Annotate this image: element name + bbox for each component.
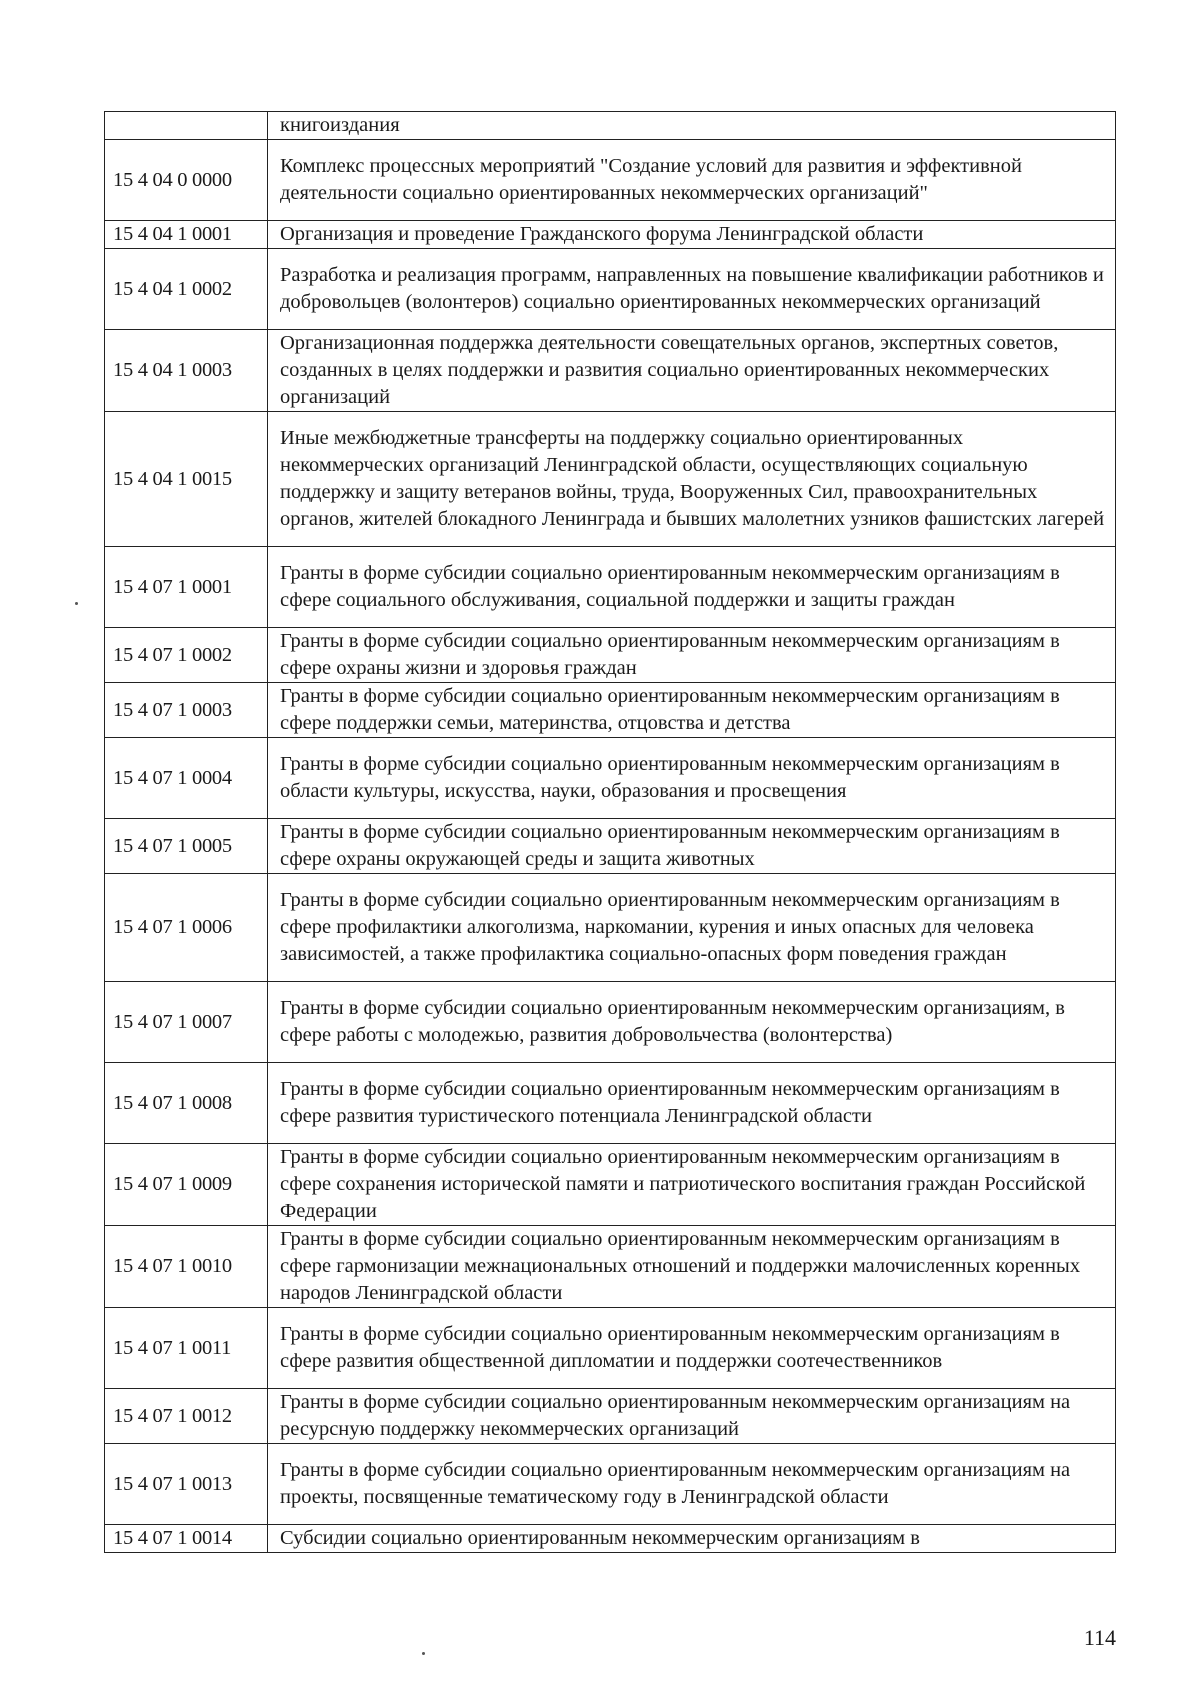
code-cell: 15 4 07 1 0012: [105, 1389, 268, 1444]
code-cell: 15 4 07 1 0013: [105, 1444, 268, 1525]
description-cell: Разработка и реализация программ, направленных на повышение квалификации работников и добровольцев (волонтеров) социально ориентированных некоммерческих организаций: [268, 249, 1116, 330]
code-cell: 15 4 04 1 0015: [105, 412, 268, 547]
table-row: [105, 982, 1116, 1063]
table-row: [105, 140, 1116, 221]
code-cell: 15 4 07 1 0009: [105, 1144, 268, 1226]
description-cell: книгоиздания: [268, 112, 1116, 140]
code-cell: 15 4 07 1 0011: [105, 1308, 268, 1389]
code-cell: 15 4 07 1 0010: [105, 1226, 268, 1308]
code-cell: 15 4 07 1 0006: [105, 874, 268, 982]
description-cell: Гранты в форме субсидии социально ориентированным некоммерческим организациям в сфере поддержки семьи, материнства, отцовства и детства: [268, 683, 1116, 738]
description-cell: Организация и проведение Гражданского форума Ленинградской области: [268, 221, 1116, 249]
description-cell: Иные межбюджетные трансферты на поддержку социально ориентированных некоммерческих организаций Ленинградской области, осуществляющих социальную поддержку и защиту ветеранов войны, труда, Вооруженных Сил, правоохранительных органов, жителей блокадного Ленинграда и бывших малолетних узников фашистских лагерей: [268, 412, 1116, 547]
description-cell: Комплекс процессных мероприятий "Создание условий для развития и эффективной деятельности социально ориентированных некоммерческих организаций": [268, 140, 1116, 221]
table-row: [105, 819, 1116, 874]
table-row: [105, 1444, 1116, 1525]
table-row: [105, 412, 1116, 547]
description-cell: Гранты в форме субсидии социально ориентированным некоммерческим организациям в сфере гармонизации межнациональных отношений и поддержки малочисленных коренных народов Ленинградской области: [268, 1226, 1116, 1308]
code-cell: 15 4 07 1 0001: [105, 547, 268, 628]
page-number: 114: [1083, 1625, 1116, 1650]
table-row: [105, 683, 1116, 738]
description-cell: Гранты в форме субсидии социально ориентированным некоммерческим организациям в области культуры, искусства, науки, образования и просвещения: [268, 738, 1116, 819]
description-cell: Гранты в форме субсидии социально ориентированным некоммерческим организациям в сфере социального обслуживания, социальной поддержки и защиты граждан: [268, 547, 1116, 628]
table-row: [105, 1525, 1116, 1553]
code-cell: 15 4 07 1 0014: [105, 1525, 268, 1553]
table-row: [105, 547, 1116, 628]
table-row: [105, 1063, 1116, 1144]
table-row: [105, 249, 1116, 330]
code-cell: 15 4 07 1 0007: [105, 982, 268, 1063]
code-cell: 15 4 04 1 0002: [105, 249, 268, 330]
description-cell: Гранты в форме субсидии социально ориентированным некоммерческим организациям на проекты, посвященные тематическому году в Ленинградской области: [268, 1444, 1116, 1525]
code-cell: [105, 112, 268, 140]
description-cell: Гранты в форме субсидии социально ориентированным некоммерческим организациям, в сфере работы с молодежью, развития добровольчества (волонтерства): [268, 982, 1116, 1063]
code-cell: 15 4 07 1 0004: [105, 738, 268, 819]
description-cell: Гранты в форме субсидии социально ориентированным некоммерческим организациям в сфере профилактики алкоголизма, наркомании, курения и иных опасных для человека зависимостей, а также профилактика социально-опасных форм поведения граждан: [268, 874, 1116, 982]
table-row: [105, 874, 1116, 982]
table-row: [105, 628, 1116, 683]
scan-speck: [75, 602, 78, 605]
code-cell: 15 4 07 1 0003: [105, 683, 268, 738]
code-cell: 15 4 04 1 0001: [105, 221, 268, 249]
scan-speck: [422, 1652, 425, 1655]
table-row: [105, 1308, 1116, 1389]
description-cell: Гранты в форме субсидии социально ориентированным некоммерческим организациям в сфере охраны жизни и здоровья граждан: [268, 628, 1116, 683]
code-cell: 15 4 07 1 0002: [105, 628, 268, 683]
code-cell: 15 4 07 1 0008: [105, 1063, 268, 1144]
table-body: [105, 112, 1116, 1553]
table-row: [105, 330, 1116, 412]
table-row: [105, 1144, 1116, 1226]
description-cell: Гранты в форме субсидии социально ориентированным некоммерческим организациям в сфере сохранения исторической памяти и патриотического воспитания граждан Российской Федерации: [268, 1144, 1116, 1226]
table-row: [105, 221, 1116, 249]
code-cell: 15 4 04 1 0003: [105, 330, 268, 412]
table-row: [105, 1389, 1116, 1444]
code-cell: 15 4 04 0 0000: [105, 140, 268, 221]
description-cell: Гранты в форме субсидии социально ориентированным некоммерческим организациям в сфере охраны окружающей среды и защита животных: [268, 819, 1116, 874]
code-cell: 15 4 07 1 0005: [105, 819, 268, 874]
table-row: [105, 112, 1116, 140]
description-cell: Гранты в форме субсидии социально ориентированным некоммерческим организациям на ресурсную поддержку некоммерческих организаций: [268, 1389, 1116, 1444]
table-row: [105, 1226, 1116, 1308]
description-cell: Субсидии социально ориентированным некоммерческим организациям в: [268, 1525, 1116, 1553]
table-row: [105, 738, 1116, 819]
description-cell: Гранты в форме субсидии социально ориентированным некоммерческим организациям в сфере развития общественной дипломатии и поддержки соотечественников: [268, 1308, 1116, 1389]
description-cell: Гранты в форме субсидии социально ориентированным некоммерческим организациям в сфере развития туристического потенциала Ленинградской области: [268, 1063, 1116, 1144]
description-cell: Организационная поддержка деятельности совещательных органов, экспертных советов, созданных в целях поддержки и развития социально ориентированных некоммерческих организаций: [268, 330, 1116, 412]
budget-classification-table: [104, 111, 1116, 1553]
